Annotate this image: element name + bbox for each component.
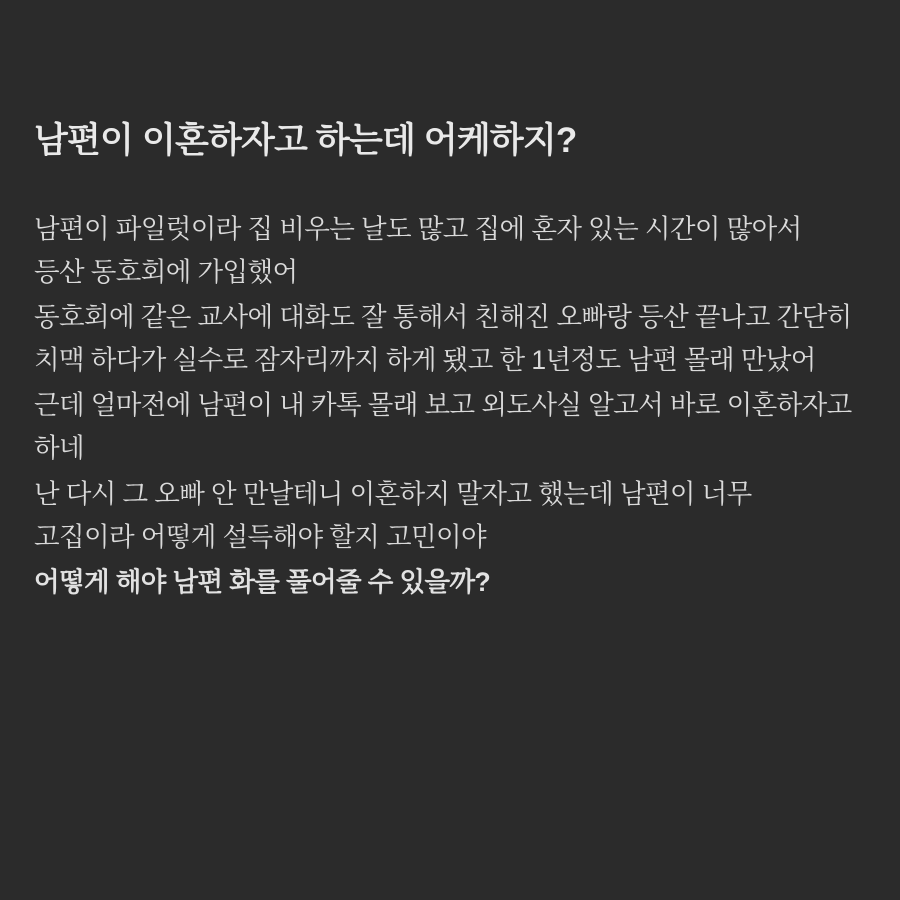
post-body — [34, 208, 859, 605]
post-paragraph: 동호회에 같은 교사에 대화도 잘 통해서 친해진 오빠랑 등산 끝나고 간단히 치맥 하다가 실수로 잠자리까지 하게 됐고 한 1년정도 남편 몰래 만났어 — [34, 301, 859, 376]
post-paragraph-closing: 어떻게 해야 남편 화를 풀어줄 수 있을까? — [34, 567, 491, 597]
post-paragraph: 남편이 파일럿이라 집 비우는 날도 많고 집에 혼자 있는 시간이 많아서 등산 동호회에 가입했어 — [34, 213, 809, 287]
post-paragraph: 근데 얼마전에 남편이 내 카톡 몰래 보고 외도사실 알고서 바로 이혼하자고 하네 — [34, 390, 859, 464]
page-title: 남편이 이혼하자고 하는데 어케하지? — [34, 121, 577, 160]
post-paragraph: 난 다시 그 오빠 안 만날테니 이혼하지 말자고 했는데 남편이 너무 고집이라 어떻게 설득해야 할지 고민이야 — [34, 478, 759, 552]
